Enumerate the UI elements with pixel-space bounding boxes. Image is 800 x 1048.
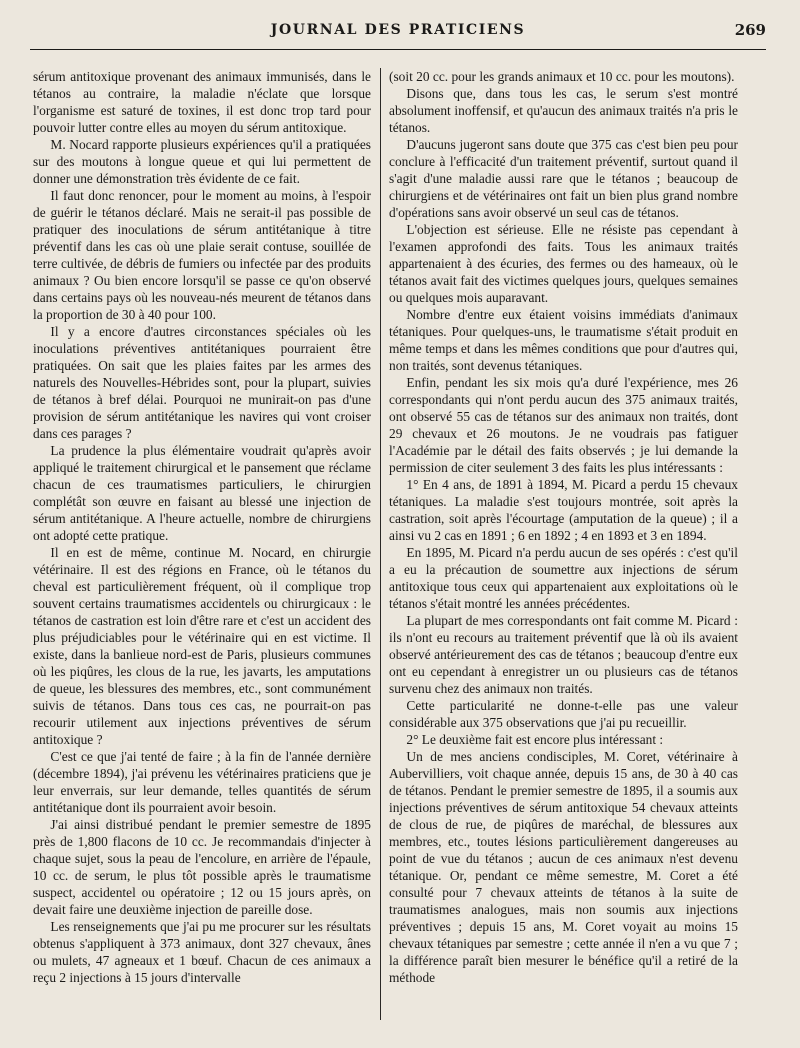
paragraph: 2° Le deuxième fait est encore plus intéressant : — [406, 732, 664, 747]
page-number: 269 — [734, 21, 766, 39]
paragraph: En 1895, M. Picard n'a perdu aucun de ses opérés : c'est qu'il a eu la précaution de soumettre aux injections de sérum antitoxique tous ceux qui appartenaient aux exploitations où le tétanos s'était montré les années précédentes. — [389, 545, 738, 611]
paragraph: Il en est de même, continue M. Nocard, en chirurgie vétérinaire. Il est des régions en France, où le tétanos du cheval est particulièrement fréquent, où il complique trop souvent certains traumatismes accidentels ou chirurgicaux : le tétanos de castration est loin d'être rare et c'est un accident des plus préjudiciables pour le vétérinaire qui en est victime. Il existe, dans la banlieue nord-est de Paris, plusieurs communes où les piqûres, les clous de la rue, les javarts, les amputations de queue, les blessures des membres, etc., sont communément suivis de tétanos. Dans tous ces cas, ne pourrait-on pas recourir utilement aux injections préventives de sérum antitoxique ? — [33, 545, 371, 747]
paragraph: 1° En 4 ans, de 1891 à 1894, M. Picard a perdu 15 chevaux tétaniques. La maladie s'est toujours montrée, soit après la castration, soit après l'écourtage (amputation de la queue) ; il a ainsi vu 2 cas en 1891 ; 6 en 1892 ; 4 en 1893 et 3 en 1894. — [389, 477, 738, 543]
column-divider — [380, 68, 381, 1020]
paragraph: Il faut donc renoncer, pour le moment au moins, à l'espoir de guérir le tétanos déclaré. Mais ne serait-il pas possible de pratiquer des inoculations de sérum antitétanique à titre préventif dans les cas où une plaie serait contuse, souillée de terre cultivée, de débris de fumiers ou infectée par des produits animaux ? Ou bien encore lorsqu'il se passe ce qu'on observé dans certains pays où les nouveau-nés meurent de tétanos dans la proportion de 30 à 40 pour 100. — [33, 188, 371, 322]
page-header — [30, 18, 766, 48]
paragraph: La prudence la plus élémentaire voudrait qu'après avoir appliqué le traitement chirurgical et le pansement que réclame chacun de ces traumatismes particuliers, le chirurgien complétât son œuvre en faisant au blessé une injection de sérum antitétanique. A l'heure actuelle, nombre de chirurgiens ont adopté cette pratique. — [33, 443, 371, 543]
paragraph: sérum antitoxique provenant des animaux immunisés, dans le tétanos au contraire, la maladie n'éclate que lorsque l'organisme est saturé de toxines, il est donc trop tard pour pouvoir lutter contre elles au moyen du sérum antitoxique. — [33, 69, 371, 135]
paragraph: (soit 20 cc. pour les grands animaux et 10 cc. pour les moutons). — [389, 69, 735, 84]
header-rule — [30, 49, 766, 50]
paragraph: Cette particularité ne donne-t-elle pas une valeur considérable aux 375 observations que j'ai pu recueillir. — [389, 698, 738, 730]
paragraph: D'aucuns jugeront sans doute que 375 cas c'est bien peu pour conclure à l'efficacité d'un traitement préventif, surtout quand il s'agit d'une maladie aussi rare que le tétanos ; beaucoup de chirurgiens et de vétérinaires ont fait un bien plus grand nombre d'opérations sans avoir observé un seul cas de tétanos. — [389, 137, 738, 220]
paragraph: J'ai ainsi distribué pendant le premier semestre de 1895 près de 1,800 flacons de 10 cc. Je recommandais d'injecter à chaque sujet, sous la peau de l'encolure, en arrière de l'épaule, 10 cc. de serum, le plus tôt possible après le traumatisme suspect, accidentel ou opératoire ; 12 ou 15 jours après, on devait faire une deuxième injection de pareille dose. — [33, 817, 371, 917]
paragraph: Enfin, pendant les six mois qu'a duré l'expérience, mes 26 correspondants qui n'ont perdu aucun des 375 animaux traités, ont observé 55 cas de tétanos sur des animaux non traités, dont 29 chevaux et 26 moutons. Je ne voudrais pas fatiguer l'Académie par le détail des faits observés ; je lui demande la permission de citer seulement 3 des faits les plus intéressants : — [389, 375, 738, 475]
left-column — [33, 68, 371, 986]
paragraph: Il y a encore d'autres circonstances spéciales où les inoculations préventives antitétaniques pourraient être pratiquées. On sait que les plaies faites par les armes des naturels des Nouvelles-Hébrides sont, pour la plupart, suivies de tétanos à bref délai. Pourquoi ne munirait-on pas d'une provision de sérum antitétanique les navires qui vont croiser dans ces parages ? — [33, 324, 371, 441]
running-title: JOURNAL DES PRATICIENS — [270, 22, 526, 38]
paragraph: Nombre d'entre eux étaient voisins immédiats d'animaux tétaniques. Pour quelques-uns, le traumatisme s'était produit en même temps et dans les mêmes conditions que pour d'autres qui, non traités, sont devenus tétaniques. — [389, 307, 738, 373]
paragraph: Les renseignements que j'ai pu me procurer sur les résultats obtenus s'appliquent à 373 animaux, dont 327 chevaux, ânes ou mulets, 47 agneaux et 1 bœuf. Chacun de ces animaux a reçu 2 injections à 15 jours d'intervalle — [33, 919, 371, 985]
paragraph: La plupart de mes correspondants ont fait comme M. Picard : ils n'ont eu recours au traitement préventif que là où ils avaient observé antérieurement des cas de tétanos ; beaucoup d'entre eux ont eu cependant à enregistrer un ou plusieurs cas de tétanos survenu chez des animaux non traités. — [389, 613, 738, 696]
paragraph: C'est ce que j'ai tenté de faire ; à la fin de l'année dernière (décembre 1894), j'ai prévenu les vétérinaires praticiens que je leur enverrais, sur leur demande, telles quantités de sérum antitétanique dont ils pourraient avoir besoin. — [33, 749, 371, 815]
paragraph: M. Nocard rapporte plusieurs expériences qu'il a pratiquées sur des moutons à longue queue et qui lui permettent de donner une démonstration très évidente de ce fait. — [33, 137, 371, 186]
right-column — [389, 68, 738, 986]
paragraph: Disons que, dans tous les cas, le serum s'est montré absolument inoffensif, et qu'aucun des animaux traités n'a pris le tétanos. — [389, 86, 738, 135]
paragraph: Un de mes anciens condisciples, M. Coret, vétérinaire à Aubervilliers, voit chaque année, depuis 15 ans, de 30 à 40 cas de tétanos. Pendant le premier semestre de 1895, il a soumis aux injections préventives de sérum antitoxique 54 chevaux atteints de clous de rue, de piqûres de maréchal, de blessures aux membres, etc., toutes lésions particulièrement dangereuses au point de vue du tétanos ; aucun de ces animaux n'est devenu tétanique. Or, pendant ce même semestre, M. Coret a été consulté pour 7 chevaux atteints de tétanos à la suite de traumatismes analogues, mais non soumis aux injections préventives ; depuis 15 ans, M. Coret voyait au moins 15 chevaux tétaniques par semestre ; cette année il n'en a vu que 7 ; la différence paraît bien mesurer le bénéfice qu'il a retiré de la méthode — [389, 749, 738, 985]
paragraph: L'objection est sérieuse. Elle ne résiste pas cependant à l'examen approfondi des faits. Tous les animaux traités appartenaient à des écuries, des fermes ou des hameaux, où le tétanos avait fait des victimes quelques jours, quelques semaines ou quelques mois auparavant. — [389, 222, 738, 305]
